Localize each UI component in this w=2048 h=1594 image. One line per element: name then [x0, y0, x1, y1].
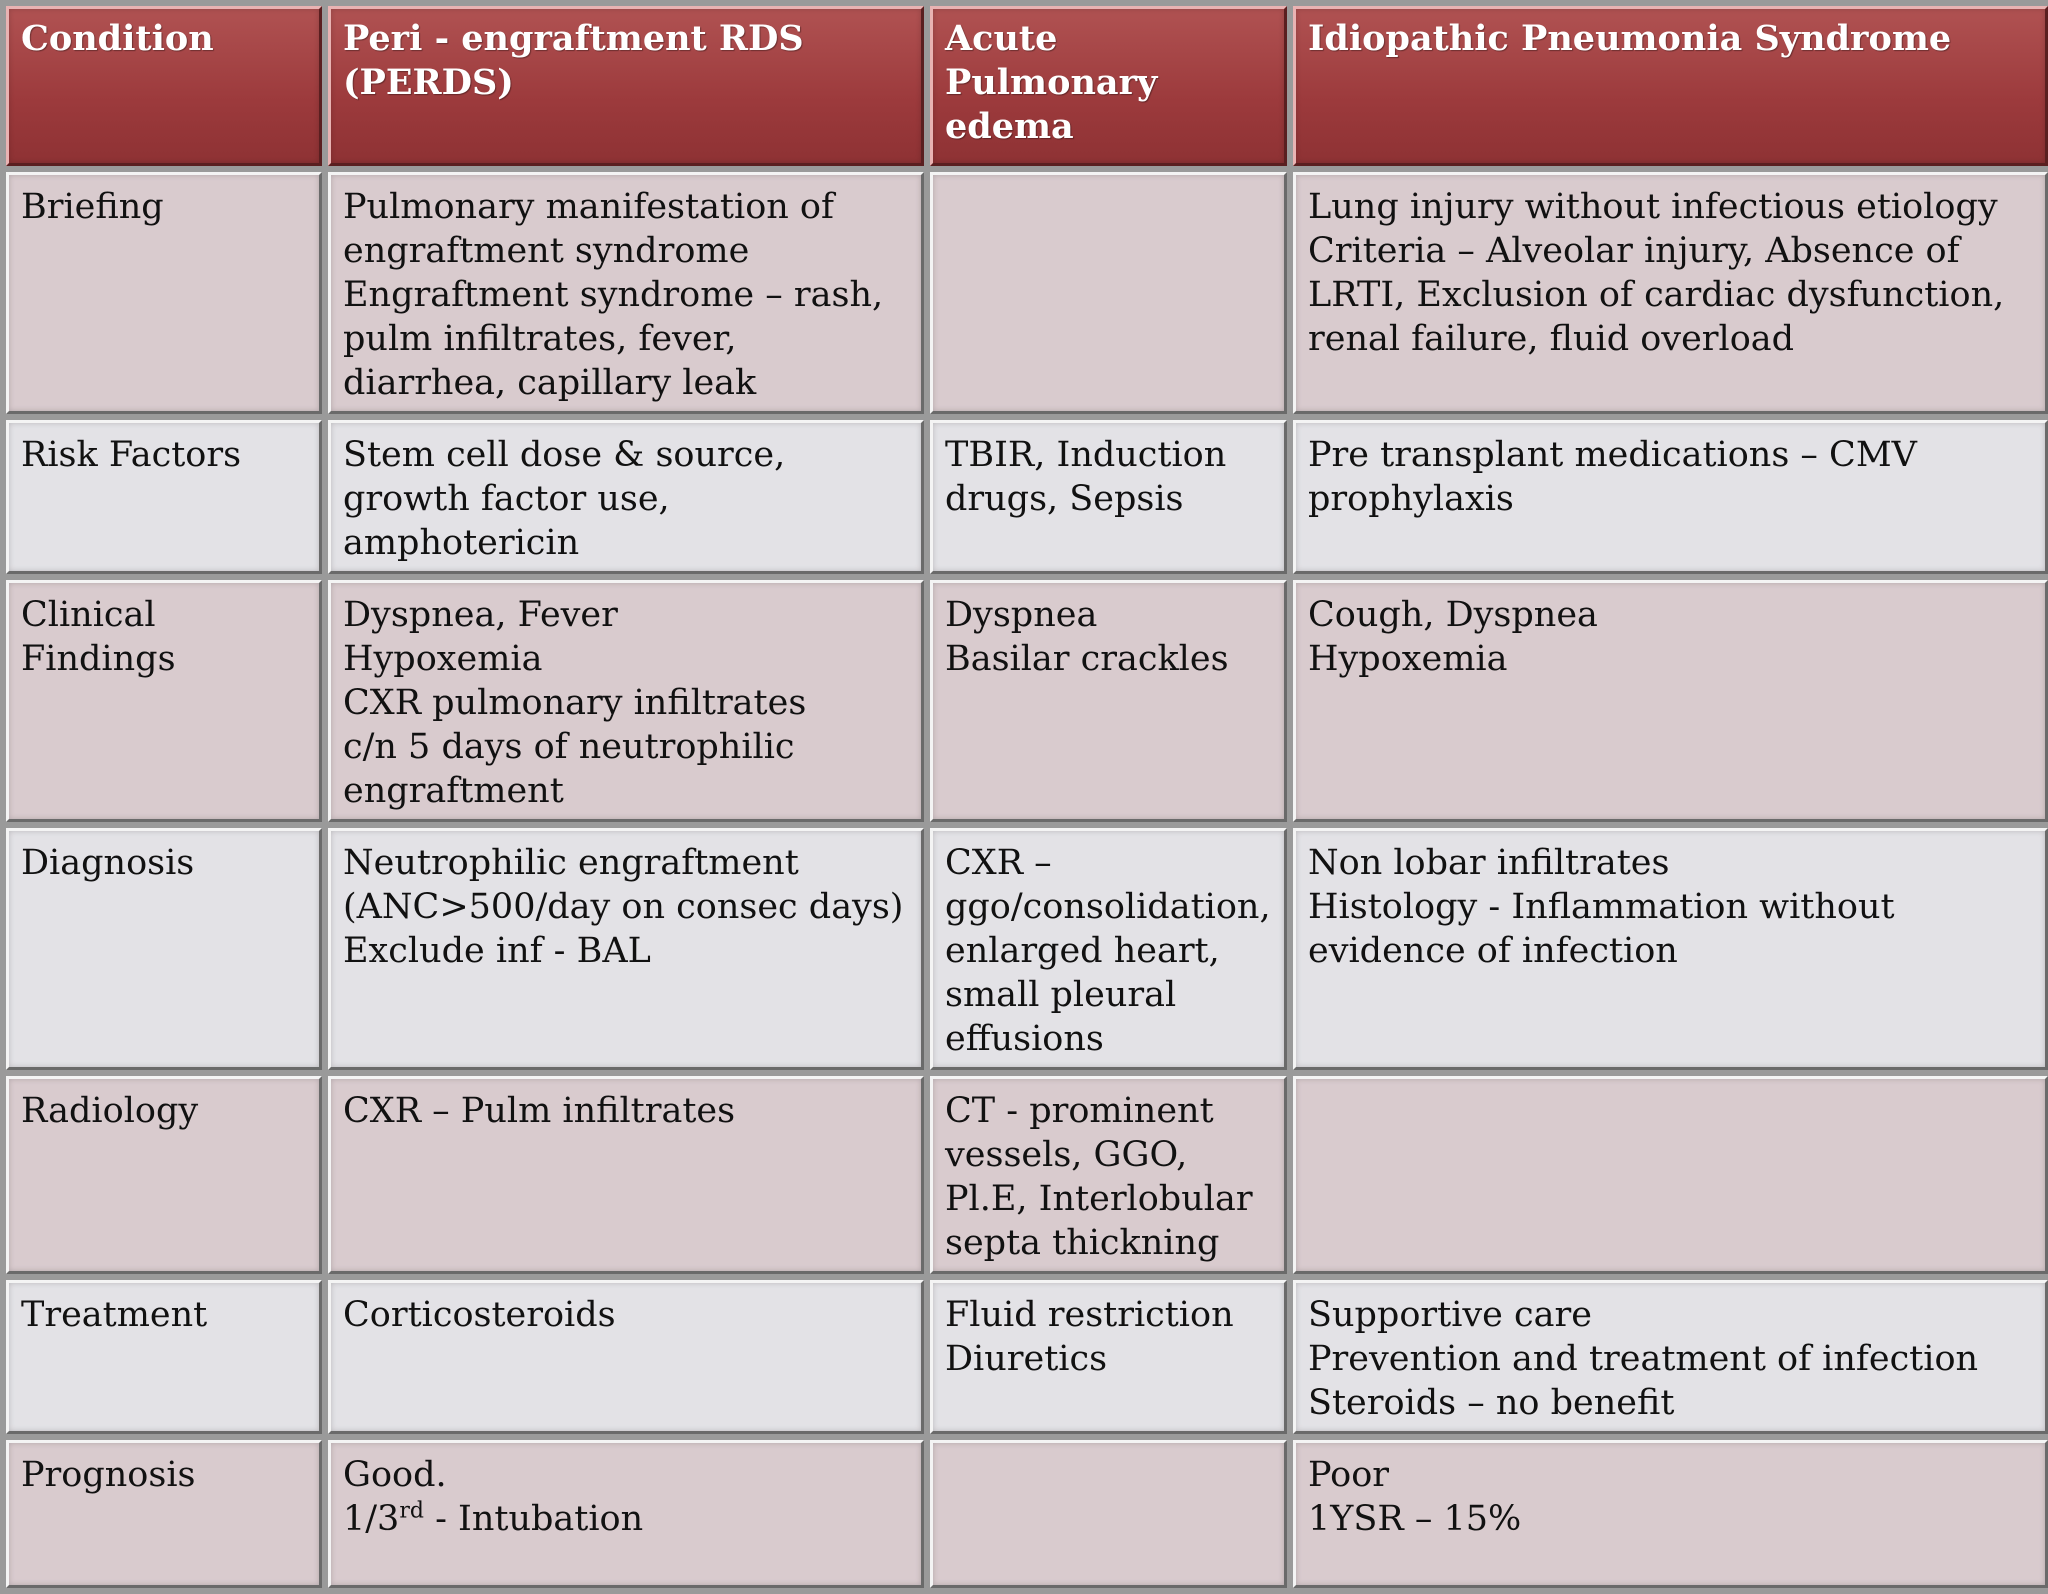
table-row — [6, 420, 2048, 574]
cell-ips-prognosis — [1293, 1440, 2048, 1588]
header-acute-pulmonary-edema: Acute Pulmonary edema — [930, 6, 1287, 166]
table-row — [6, 1076, 2048, 1274]
row-label-briefing: Briefing — [6, 172, 322, 414]
cell-line: Fluid restriction — [945, 1295, 1234, 1335]
cell-line: Pulmonary manifestation of engraftment syndrome — [343, 187, 834, 271]
cell-line: Non lobar infiltrates — [1308, 843, 1670, 883]
cell-line: Prevention and treatment of infection — [1308, 1339, 1979, 1379]
cell-ape-risk — [930, 420, 1287, 574]
cell-perds-prognosis — [328, 1440, 924, 1588]
cell-perds-radiology — [328, 1076, 924, 1274]
table-row — [6, 828, 2048, 1070]
cell-line: Dyspnea — [945, 595, 1098, 635]
cell-line: TBIR, Induction drugs, Sepsis — [945, 435, 1227, 519]
cell-line: CXR – ggo/consolidation, enlarged heart, small pleural effusions — [945, 843, 1271, 1059]
row-label-clinical-findings: Clinical Findings — [6, 580, 322, 822]
cell-line: Basilar crackles — [945, 639, 1229, 679]
cell-line: CXR – Pulm infiltrates — [343, 1091, 736, 1131]
cell-line: Lung injury without infectious etiology — [1308, 187, 1998, 227]
cell-line: Diuretics — [945, 1339, 1108, 1379]
cell-line: Pre transplant medications – CMV prophylaxis — [1308, 435, 1917, 519]
row-label-radiology: Radiology — [6, 1076, 322, 1274]
cell-ips-diagnosis — [1293, 828, 2048, 1070]
header-perds: Peri - engraftment RDS (PERDS) — [328, 6, 924, 166]
cell-ips-briefing — [1293, 172, 2048, 414]
cell-line: Neutrophilic engraftment (ANC>500/day on consec days) — [343, 843, 904, 927]
cell-line: CT - prominent vessels, GGO, Pl.E, Interlobular septa thickning — [945, 1091, 1253, 1263]
cell-perds-treatment — [328, 1280, 924, 1434]
cell-ips-radiology — [1293, 1076, 2048, 1274]
cell-line: c/n 5 days of neutrophilic engraftment — [343, 727, 795, 811]
header-row — [6, 6, 2048, 166]
cell-line: Good. — [343, 1455, 447, 1495]
cell-ape-radiology — [930, 1076, 1287, 1274]
cell-line: Hypoxemia — [1308, 639, 1508, 679]
table-row — [6, 1440, 2048, 1588]
cell-line: Cough, Dyspnea — [1308, 595, 1598, 635]
intubation-superscript: rd — [399, 1498, 424, 1524]
cell-line: 1YSR – 15% — [1308, 1499, 1522, 1539]
cell-ape-treatment — [930, 1280, 1287, 1434]
cell-ips-risk — [1293, 420, 2048, 574]
header-condition: Condition — [6, 6, 322, 166]
table-row — [6, 1280, 2048, 1434]
table-row — [6, 172, 2048, 414]
row-label-diagnosis: Diagnosis — [6, 828, 322, 1070]
cell-ape-diagnosis — [930, 828, 1287, 1070]
cell-line: Criteria – Alveolar injury, Absence of LRTI, Exclusion of cardiac dysfunction, renal failure, fluid overload — [1308, 231, 2005, 359]
cell-ips-treatment — [1293, 1280, 2048, 1434]
cell-line-intubation — [343, 1497, 909, 1541]
cell-perds-clinical — [328, 580, 924, 822]
table-row — [6, 580, 2048, 822]
cell-line: Histology - Inflammation without evidence of infection — [1308, 887, 1895, 971]
header-ips: Idiopathic Pneumonia Syndrome — [1293, 6, 2048, 166]
cell-line: CXR pulmonary infiltrates — [343, 683, 807, 723]
cell-line: Dyspnea, Fever — [343, 595, 618, 635]
cell-line: Corticosteroids — [343, 1295, 616, 1335]
cell-ape-prognosis — [930, 1440, 1287, 1588]
cell-ape-briefing — [930, 172, 1287, 414]
row-label-prognosis: Prognosis — [6, 1440, 322, 1588]
cell-line: Engraftment syndrome – rash, pulm infiltrates, fever, diarrhea, capillary leak — [343, 275, 884, 403]
cell-perds-diagnosis — [328, 828, 924, 1070]
cell-line: Hypoxemia — [343, 639, 543, 679]
intubation-prefix: 1/3 — [343, 1499, 400, 1539]
cell-line: Steroids – no benefit — [1308, 1383, 1675, 1423]
cell-line: Supportive care — [1308, 1295, 1592, 1335]
row-label-treatment: Treatment — [6, 1280, 322, 1434]
cell-perds-briefing — [328, 172, 924, 414]
cell-line: Poor — [1308, 1455, 1390, 1495]
cell-line: Exclude inf - BAL — [343, 931, 651, 971]
cell-ape-clinical — [930, 580, 1287, 822]
row-label-risk-factors: Risk Factors — [6, 420, 322, 574]
intubation-suffix: - Intubation — [423, 1499, 644, 1539]
cell-line: Stem cell dose & source, growth factor use, amphotericin — [343, 435, 786, 563]
cell-ips-clinical — [1293, 580, 2048, 822]
cell-perds-risk — [328, 420, 924, 574]
